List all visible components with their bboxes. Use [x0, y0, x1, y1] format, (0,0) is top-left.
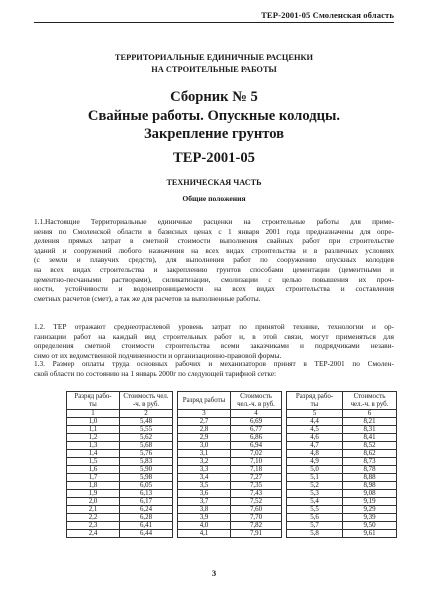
table-cell: 7,18: [231, 466, 282, 474]
table-cell: 4,5: [287, 426, 343, 434]
table-cell: 4,7: [287, 442, 343, 450]
table-cell: 2,7: [178, 418, 231, 426]
paragraph-line: на всех видах строительства и закреплению грунтов способами цементации (цементными и: [34, 264, 394, 274]
table-cell: 7,35: [231, 482, 282, 490]
table-header-cell: Стоимость чел.-ч. в руб.: [343, 392, 397, 410]
table-cell: 5,2: [287, 482, 343, 490]
main-heading: [0, 52, 428, 75]
table-cell: 1,3: [67, 442, 120, 450]
table-cell: 8,21: [343, 418, 397, 426]
table-cell: 9,08: [343, 490, 397, 498]
table-column-number: 6: [343, 410, 397, 418]
table-column-number: 3: [178, 410, 231, 418]
table-row: [67, 466, 397, 474]
table-cell: 3,1: [178, 450, 231, 458]
table-cell: 3,4: [178, 474, 231, 482]
table-cell: 5,5: [287, 506, 343, 514]
table-cell: 7,60: [231, 506, 282, 514]
table-cell: 9,29: [343, 506, 397, 514]
table-cell: 6,77: [231, 426, 282, 434]
table-cell: 6,94: [231, 442, 282, 450]
table-cell: 2,3: [67, 522, 120, 530]
table-cell: 3,0: [178, 442, 231, 450]
paragraph-line: ской области по состоянию на 1 январь 2000г по следующей тарифной сетке:: [34, 368, 277, 378]
table-cell: 5,6: [287, 514, 343, 522]
table-cell: 7,10: [231, 458, 282, 466]
paragraph-line: (с земли и плавучих средств), для выполнения работ по сооружению опускных колодцев: [34, 255, 394, 265]
table-row: [67, 490, 397, 498]
table-column-number: 2: [120, 410, 173, 418]
table-row: [67, 450, 397, 458]
table-column-number-row: [67, 410, 397, 418]
paragraph-line: деления прямых затрат в сметной стоимости выполнения свайных работ при строительстве: [34, 236, 394, 246]
table-row: [67, 522, 397, 530]
table-cell: 4,4: [287, 418, 343, 426]
table-column-number: 1: [67, 410, 120, 418]
table-cell: 6,41: [120, 522, 173, 530]
table-header-cell: Разряд рабо- ты: [287, 392, 343, 410]
table-cell: 8,31: [343, 426, 397, 434]
table-cell: 8,88: [343, 474, 397, 482]
collection-title-line: Закрепление грунтов: [143, 126, 285, 142]
table-cell: 7,70: [231, 514, 282, 522]
table-cell: 2,4: [67, 530, 120, 538]
table-cell: 9,19: [343, 498, 397, 506]
table-cell: 5,3: [287, 490, 343, 498]
table-column-number: 5: [287, 410, 343, 418]
table-cell: 1,1: [67, 426, 120, 434]
paragraph-line: 1.2. ТЕР отражают среднеотраслевой уровень затрат по принятой технике, технологии и ор-: [34, 322, 394, 331]
paragraph-line: сметных расчетов (смет), а так же для расчетов за выполненные работы.: [34, 293, 261, 303]
table-cell: 1,4: [67, 450, 120, 458]
table-row: [67, 434, 397, 442]
table-header-cell: Стоимость чел.-ч. в руб.: [231, 392, 282, 410]
table-row: [67, 498, 397, 506]
table-cell: 6,17: [120, 498, 173, 506]
table-cell: 6,24: [120, 506, 173, 514]
table-header-cell: Разряд работы: [178, 392, 231, 410]
paragraph-line: ганизации работ на каждый вид строительных работ и, в этой связи, могут применяться для: [34, 331, 394, 341]
table-cell: 5,90: [120, 466, 173, 474]
table-cell: 5,8: [287, 530, 343, 538]
table-cell: 4,8: [287, 450, 343, 458]
table-cell: 1,9: [67, 490, 120, 498]
header-rule: [34, 22, 394, 23]
table-cell: 9,61: [343, 530, 397, 538]
paragraph-line: ности, устойчивости и водонепроницаемости на всех видах строительства и составления: [34, 284, 394, 294]
table-cell: 7,43: [231, 490, 282, 498]
table-cell: 6,69: [231, 418, 282, 426]
table-cell: 4,6: [287, 434, 343, 442]
table-row: [67, 426, 397, 434]
table-cell: 5,68: [120, 442, 173, 450]
table-row: [67, 458, 397, 466]
table-cell: 3,9: [178, 514, 231, 522]
table-cell: 1,2: [67, 434, 120, 442]
table-cell: 8,73: [343, 458, 397, 466]
paragraph-line: зданий и сооружений любого назначения на всех видах строительства и в различных условиях: [34, 245, 394, 255]
table-cell: 6,13: [120, 490, 173, 498]
paragraph-line: цементно-песчаными растворами), силикатизации, смолизации с целью повышения их проч-: [34, 274, 394, 284]
table-cell: 8,78: [343, 466, 397, 474]
paragraph-line: определения сметной стоимости строительства всеми заказчиками и подрядчиками незави-: [34, 341, 394, 351]
table-row: [67, 442, 397, 450]
table-header-cell: Разряд рабо- ты: [67, 392, 120, 410]
table-row: [67, 514, 397, 522]
paragraph-1-2: [34, 322, 394, 360]
table-cell: 6,28: [120, 514, 173, 522]
table-row: [67, 418, 397, 426]
table-cell: 2,2: [67, 514, 120, 522]
page-number: 3: [211, 568, 217, 578]
table-cell: 6,05: [120, 482, 173, 490]
table-cell: 5,1: [287, 474, 343, 482]
table-cell: 5,62: [120, 434, 173, 442]
paragraph-1-3: [34, 359, 394, 378]
table-cell: 3,3: [178, 466, 231, 474]
table-cell: 4,0: [178, 522, 231, 530]
collection-title-line: Сборник № 5: [170, 89, 258, 105]
table-row: [67, 506, 397, 514]
table-row: [67, 530, 397, 538]
collection-title: [0, 88, 428, 144]
subsection-title: Общие положения: [182, 194, 246, 203]
paragraph-line: симо от их ведомственной подчиненности и организационно-правовой формы.: [34, 350, 282, 360]
main-heading-line: НА СТРОИТЕЛЬНЫЕ РАБОТЫ: [151, 64, 277, 74]
table-column-number: 4: [231, 410, 282, 418]
table-cell: 8,98: [343, 482, 397, 490]
table-cell: 2,8: [178, 426, 231, 434]
table-cell: 5,98: [120, 474, 173, 482]
table-cell: 5,55: [120, 426, 173, 434]
paragraph-line: 1.3. Размер оплаты труда основных рабочих и механизаторов принят в ТЕР-2001 по Смолен-: [34, 359, 394, 368]
table-cell: 7,52: [231, 498, 282, 506]
paragraph-1-1: [34, 217, 394, 303]
table-cell: 5,0: [287, 466, 343, 474]
table-cell: 1,7: [67, 474, 120, 482]
table-cell: 8,52: [343, 442, 397, 450]
table-row: [67, 482, 397, 490]
collection-title-line: Свайные работы. Опускные колодцы.: [87, 107, 341, 124]
table-cell: 3,5: [178, 482, 231, 490]
table-header-row: [67, 392, 397, 410]
table-cell: 7,82: [231, 522, 282, 530]
running-header: ТЕР-2001-05 Смоленская область: [261, 10, 394, 20]
main-heading-line: ТЕРРИТОРИАЛЬНЫЕ ЕДИНИЧНЫЕ РАСЦЕНКИ: [114, 53, 314, 62]
table-cell: 3,2: [178, 458, 231, 466]
table-cell: 5,4: [287, 498, 343, 506]
paragraph-line: 1.1.Настоящие Территориальные единичные расценки на строительные работы для приме-: [34, 217, 394, 226]
table-row: [67, 474, 397, 482]
table-cell: 4,9: [287, 458, 343, 466]
table-cell: 3,6: [178, 490, 231, 498]
table-cell: 1,5: [67, 458, 120, 466]
paragraph-line: нения по Смоленской области в базисных ценах с 1 января 2001 года предназначены для опре-: [34, 226, 394, 236]
table-cell: 2,1: [67, 506, 120, 514]
table-cell: 8,41: [343, 434, 397, 442]
table-cell: 8,62: [343, 450, 397, 458]
table-cell: 1,6: [67, 466, 120, 474]
table-cell: 6,86: [231, 434, 282, 442]
section-title: ТЕХНИЧЕСКАЯ ЧАСТЬ: [166, 178, 262, 187]
tariff-rates-table: [66, 391, 397, 538]
table-cell: 2,0: [67, 498, 120, 506]
table-cell: 3,8: [178, 506, 231, 514]
table-header-cell: Стоимость чел. -ч. в руб.: [120, 392, 173, 410]
table-cell: 1,8: [67, 482, 120, 490]
collection-code: ТЕР-2001-05: [173, 150, 255, 166]
table-cell: 9,39: [343, 514, 397, 522]
table-cell: 4,1: [178, 530, 231, 538]
table-cell: 7,91: [231, 530, 282, 538]
table-cell: 5,7: [287, 522, 343, 530]
table-cell: 2,9: [178, 434, 231, 442]
table-cell: 3,7: [178, 498, 231, 506]
table-cell: 5,83: [120, 458, 173, 466]
table-cell: 6,44: [120, 530, 173, 538]
table-cell: 7,27: [231, 474, 282, 482]
table-cell: 5,76: [120, 450, 173, 458]
table-cell: 5,48: [120, 418, 173, 426]
table-cell: 9,50: [343, 522, 397, 530]
table-cell: 7,02: [231, 450, 282, 458]
table-cell: 1,0: [67, 418, 120, 426]
